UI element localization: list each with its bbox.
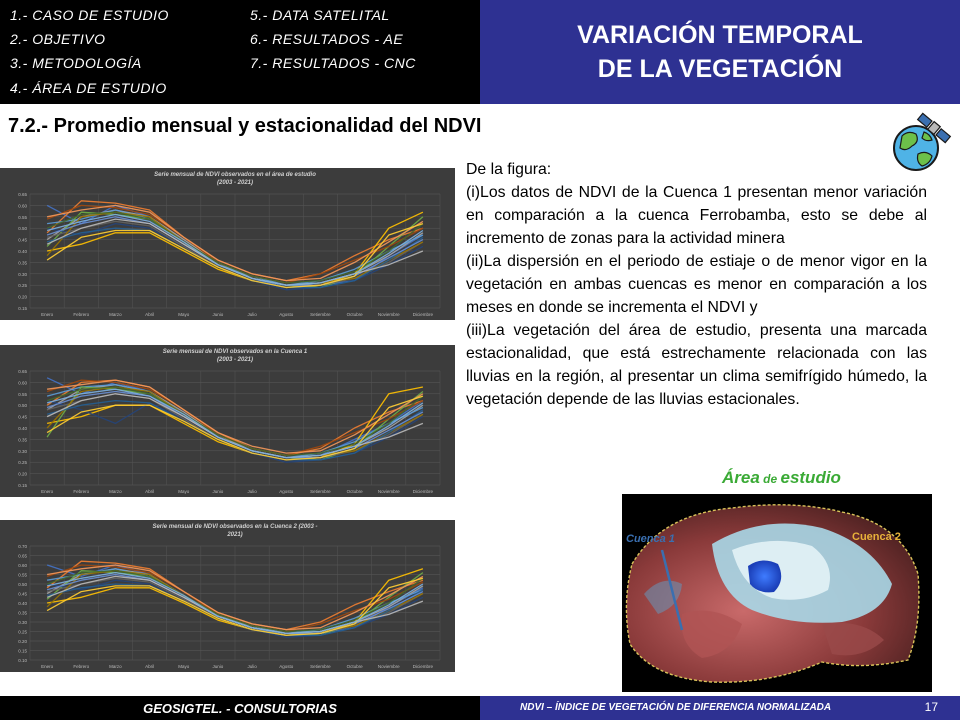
x-tick-label: Febrero: [73, 664, 90, 669]
y-tick-label: 0.55: [18, 572, 27, 578]
y-tick-label: 0.25: [18, 629, 27, 635]
x-tick-label: Enero: [41, 312, 54, 317]
x-tick-label: Mayo: [178, 312, 190, 317]
paragraph-iii: (iii)La vegetación del área de estudio, presenta una marcada estacionalidad, que está estrechamente relacionada con las lluvias en la región, al presentar un clima semifrígido húmedo, la vegetación depende de las lluvias estacionales.: [466, 322, 927, 408]
y-tick-label: 0.45: [18, 414, 27, 420]
section-subtitle: 7.2.- Promedio mensual y estacionalidad del NDVI: [8, 115, 482, 137]
study-area-label-main: Área: [722, 468, 760, 487]
chart-title-line: Serie mensual de NDVI observados en la Cuenca 1: [162, 349, 308, 355]
x-tick-label: Setiembre: [310, 312, 331, 317]
analysis-text: [466, 158, 927, 411]
x-tick-label: Abril: [145, 664, 155, 669]
x-tick-label: Abril: [145, 489, 155, 494]
footer-note: [480, 696, 960, 720]
page-number: 17: [924, 700, 938, 714]
y-tick-label: 0.30: [18, 620, 27, 625]
y-tick-label: 0.50: [18, 403, 27, 409]
y-tick-label: 0.15: [18, 648, 27, 654]
y-tick-label: 0.65: [18, 553, 27, 559]
x-tick-label: Enero: [41, 489, 54, 494]
x-tick-label: Julio: [247, 312, 257, 317]
x-tick-label: Noviembre: [377, 312, 400, 317]
footer-ndvi-note: NDVI – ÍNDICE DE VEGETACIÓN DE DIFERENCIA NORMALIZADA: [520, 702, 832, 713]
y-tick-label: 0.15: [18, 483, 27, 488]
y-tick-label: 0.50: [18, 226, 27, 232]
x-tick-label: Marzo: [109, 489, 122, 494]
y-tick-label: 0.55: [18, 391, 27, 397]
chart-title-line: Serie mensual de NDVI observados en la Cuenca 2 (2003 -: [152, 524, 318, 530]
menu-item-objetivo[interactable]: 2.- OBJETIVO: [10, 31, 106, 47]
x-tick-label: Febrero: [73, 312, 90, 317]
y-tick-label: 0.20: [18, 294, 27, 300]
x-tick-label: Mayo: [178, 664, 190, 669]
x-tick-label: Agosto: [279, 312, 294, 317]
header-menu: [0, 0, 480, 104]
y-tick-label: 0.15: [18, 306, 27, 311]
x-tick-label: Junio: [212, 312, 224, 317]
y-tick-label: 0.60: [18, 380, 27, 386]
y-tick-label: 0.40: [18, 249, 27, 254]
study-area-label-de: de: [759, 472, 781, 486]
x-tick-label: Agosto: [279, 664, 294, 669]
map-label-cuenca-1: Cuenca 1: [626, 533, 675, 545]
paragraph-ii: (ii)La dispersión en el periodo de estiaje o de menor vigor en la vegetación en ambas cuencas es menor en comparación a los meses en donde se incrementa el NDVI y: [466, 253, 927, 316]
y-tick-label: 0.35: [18, 437, 27, 443]
chart-cuenca-2: [0, 520, 455, 672]
y-tick-label: 0.60: [18, 563, 27, 568]
y-tick-label: 0.65: [18, 369, 27, 374]
x-tick-label: Mayo: [178, 489, 190, 494]
menu-item-caso-estudio[interactable]: 1.- CASO DE ESTUDIO: [10, 7, 169, 23]
x-tick-label: Diciembre: [412, 489, 434, 494]
x-tick-label: Diciembre: [412, 664, 434, 669]
footer-company: [0, 696, 480, 720]
slide-title: VARIACIÓN TEMPORAL DE LA VEGETACIÓN: [577, 21, 863, 83]
x-tick-label: Octubre: [346, 489, 363, 494]
x-tick-label: Octubre: [346, 312, 363, 317]
y-tick-label: 0.55: [18, 214, 27, 220]
menu-item-resultados-ae[interactable]: 6.- RESULTADOS - AE: [250, 31, 404, 47]
y-tick-label: 0.60: [18, 203, 27, 209]
x-tick-label: Junio: [212, 664, 224, 669]
x-tick-label: Agosto: [279, 489, 294, 494]
x-tick-label: Julio: [247, 664, 257, 669]
chart-svg: [0, 520, 455, 672]
menu-item-area-estudio[interactable]: 4.- ÁREA DE ESTUDIO: [10, 80, 167, 96]
y-tick-label: 0.50: [18, 582, 27, 587]
y-tick-label: 0.40: [18, 426, 27, 431]
x-tick-label: Noviembre: [377, 664, 400, 669]
y-tick-label: 0.40: [18, 601, 27, 606]
chart-title-line: (2003 - 2021): [216, 357, 254, 363]
footer-company-text: GEOSIGTEL. - CONSULTORIAS: [143, 701, 337, 716]
chart-title-line: (2003 - 2021): [216, 180, 254, 186]
x-tick-label: Octubre: [346, 664, 363, 669]
x-tick-label: Abril: [145, 312, 155, 317]
y-tick-label: 0.65: [18, 192, 27, 197]
y-tick-label: 0.35: [18, 260, 27, 266]
y-tick-label: 0.20: [18, 471, 27, 477]
menu-item-resultados-cnc[interactable]: 7.- RESULTADOS - CNC: [250, 55, 416, 71]
map-label-cuenca-2: Cuenca 2: [852, 531, 901, 543]
x-tick-label: Setiembre: [310, 489, 331, 494]
chart-svg: [0, 168, 455, 320]
study-area-label-rest: estudio: [780, 468, 841, 487]
y-tick-label: 0.45: [18, 237, 27, 243]
paragraph-i: (i)Los datos de NDVI de la Cuenca 1 presentan menor variación en comparación a la cuenca Ferrobamba, esto se debe al incremento de zonas para la actividad minera: [466, 184, 927, 247]
y-tick-label: 0.30: [18, 271, 27, 277]
header-title-panel: [480, 0, 960, 104]
study-area-label: [722, 468, 841, 488]
chart-area-estudio: [0, 168, 455, 320]
x-tick-label: Marzo: [109, 312, 122, 317]
chart-title-line: 2021): [227, 532, 243, 538]
x-tick-label: Noviembre: [377, 489, 400, 494]
chart-title-line: Serie mensual de NDVI observados en el área de estudio: [154, 172, 316, 178]
x-tick-label: Junio: [212, 489, 224, 494]
y-tick-label: 0.20: [18, 639, 27, 644]
x-tick-label: Julio: [247, 489, 257, 494]
x-tick-label: Diciembre: [412, 312, 434, 317]
y-tick-label: 0.70: [18, 544, 27, 549]
satellite-map-image: [622, 494, 932, 692]
chart-cuenca-1: [0, 345, 455, 497]
x-tick-label: Enero: [41, 664, 54, 669]
x-tick-label: Marzo: [109, 664, 122, 669]
y-tick-label: 0.30: [18, 448, 27, 454]
menu-item-metodologia[interactable]: 3.- METODOLOGÍA: [10, 55, 142, 71]
paragraph-intro: De la figura:: [466, 161, 552, 178]
y-tick-label: 0.10: [18, 658, 27, 663]
y-tick-label: 0.25: [18, 283, 27, 289]
x-tick-label: Febrero: [73, 489, 90, 494]
menu-item-data-satelital[interactable]: 5.- DATA SATELITAL: [250, 7, 390, 23]
y-tick-label: 0.45: [18, 591, 27, 597]
y-tick-label: 0.25: [18, 460, 27, 466]
chart-svg: [0, 345, 455, 497]
x-tick-label: Setiembre: [310, 664, 331, 669]
y-tick-label: 0.35: [18, 610, 27, 616]
